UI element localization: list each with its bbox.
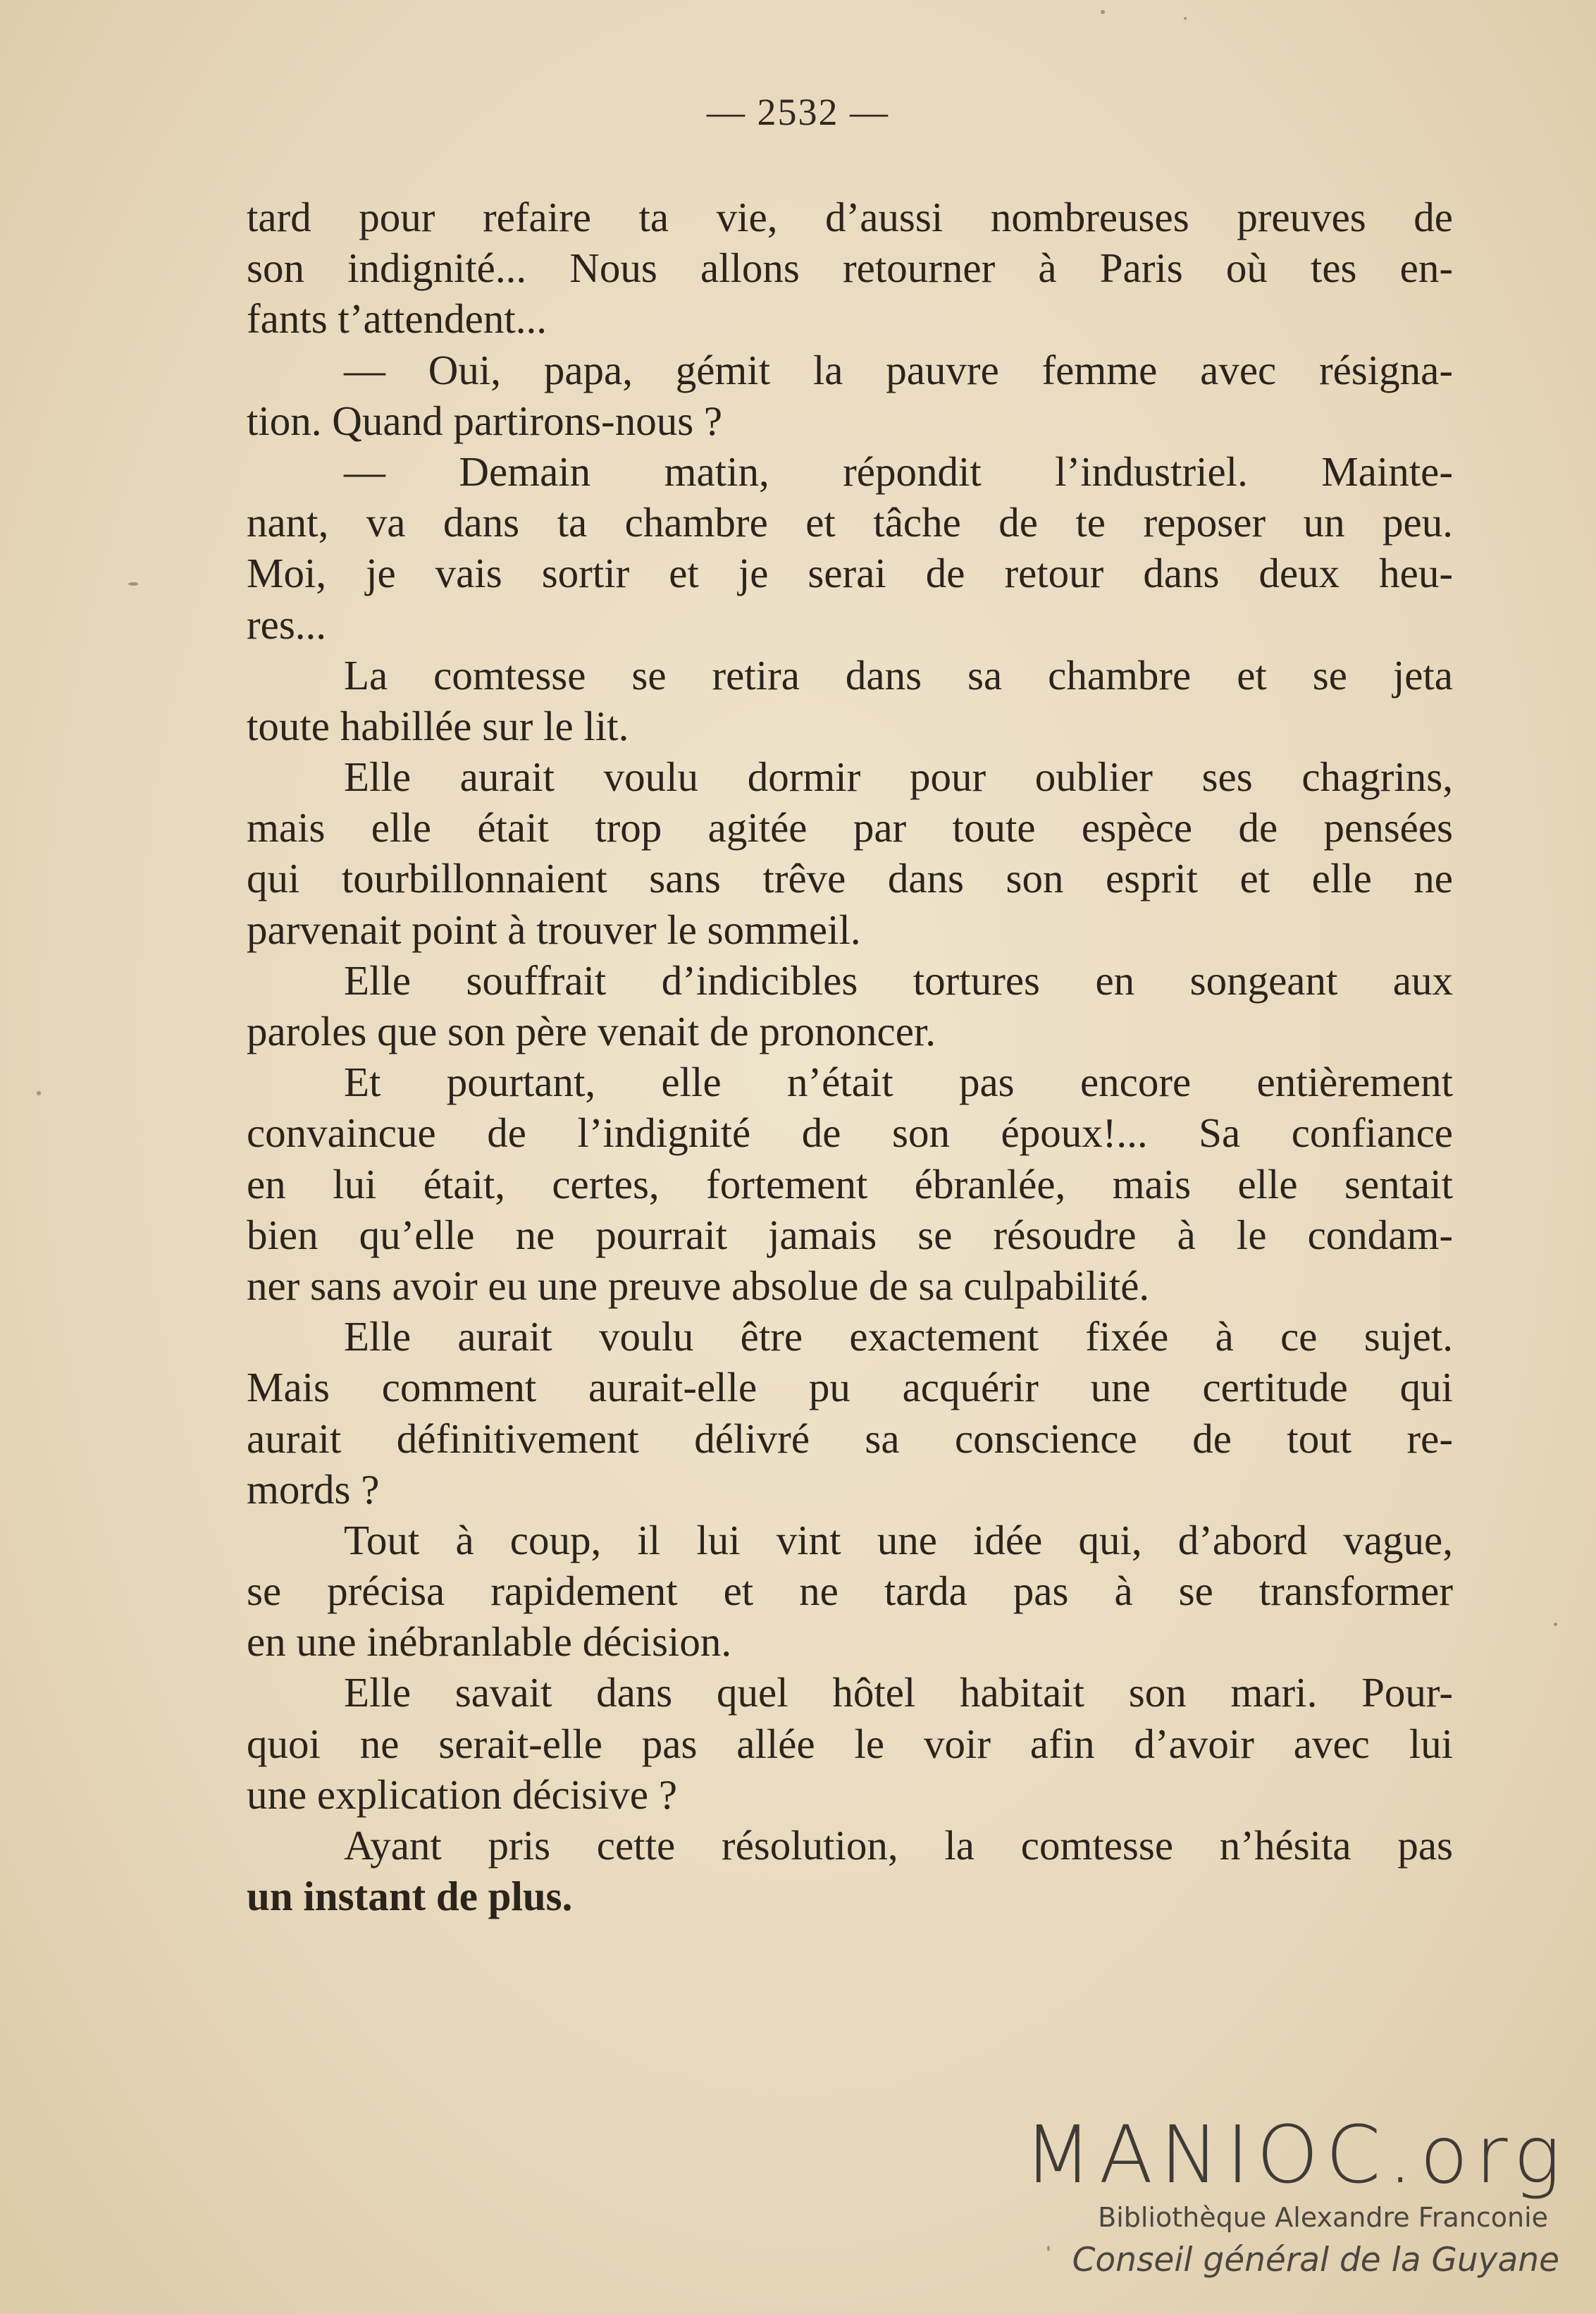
text-line: aurait définitivement délivré sa conscience de tout re-	[247, 1415, 1453, 1462]
text-line: qui tourbillonnaient sans trêve dans son esprit et elle ne	[247, 855, 1453, 902]
text-line: une explication décisive ?	[247, 1771, 678, 1818]
text-line: tion. Quand partirons-nous ?	[247, 397, 723, 444]
text-line: Elle savait dans quel hôtel habitait son mari. Pour-	[344, 1669, 1453, 1716]
text-line: en une inébranlable décision.	[247, 1618, 732, 1666]
text-line: fants t’attendent...	[247, 295, 547, 343]
page-number: — 2532 —	[707, 91, 889, 133]
text-line: Et pourtant, elle n’était pas encore entièrement	[344, 1059, 1453, 1106]
text-line: toute habillée sur le lit.	[247, 702, 629, 749]
text-line: en lui était, certes, fortement ébranlée, mais elle sentait	[247, 1160, 1453, 1207]
text-line: mais elle était trop agitée par toute espèce de pensées	[247, 804, 1453, 851]
paper-speck	[1554, 1623, 1557, 1626]
text-line: Tout à coup, il lui vint une idée qui, d’abord vague,	[344, 1516, 1453, 1563]
text-line: paroles que son père venait de prononcer.	[247, 1008, 936, 1054]
text-line: ner sans avoir eu une preuve absolue de sa culpabilité.	[247, 1262, 1150, 1309]
manioc-logo: MANIOC.org	[1024, 2110, 1568, 2201]
text-line: Mais comment aurait-elle pu acquérir une certitude qui	[247, 1364, 1453, 1411]
text-line: Elle souffrait d’indicibles tortures en songeant aux	[344, 956, 1453, 1004]
text-line: tard pour refaire ta vie, d’aussi nombreuses preuves de	[247, 194, 1453, 240]
text-line: res...	[247, 601, 327, 648]
text-line: Moi, je vais sortir et je serai de retour dans deux heu-	[247, 550, 1453, 597]
library-footer	[1024, 2110, 1568, 2284]
paper-speck	[1101, 10, 1105, 14]
text-line: se précisa rapidement et ne tarda pas à se transformer	[247, 1568, 1453, 1615]
text-line: quoi ne serait-elle pas allée le voir afin d’avoir avec lui	[247, 1720, 1453, 1767]
council-name: Conseil général de la Guyane	[1072, 2241, 1559, 2279]
text-line: — Oui, papa, gémit la pauvre femme avec résigna-	[344, 346, 1453, 393]
text-line: Elle aurait voulu être exactement fixée à ce sujet.	[344, 1313, 1453, 1360]
text-line: — Demain matin, répondit l’industriel. Mainte-	[344, 448, 1453, 495]
paper-speck	[37, 1091, 41, 1095]
paper-speck	[128, 582, 138, 586]
paper-speck	[1047, 2246, 1050, 2251]
text-line: Ayant pris cette résolution, la comtesse n’hésita pas	[344, 1822, 1453, 1869]
text-line: mords ?	[247, 1465, 380, 1513]
text-line: son indignité... Nous allons retourner à Paris où tes en-	[247, 245, 1453, 292]
text-line: un instant de plus.	[247, 1873, 573, 1920]
text-line: convaincue de l’indignité de son époux!... Sa confiance	[247, 1109, 1453, 1157]
library-name: Bibliothèque Alexandre Franconie	[1098, 2202, 1548, 2233]
text-line: nant, va dans ta chambre et tâche de te reposer un peu.	[247, 499, 1453, 546]
text-line: bien qu’elle ne pourrait jamais se résoudre à le condam-	[247, 1211, 1453, 1258]
paper-speck	[1184, 17, 1187, 20]
text-line: La comtesse se retira dans sa chambre et se jeta	[344, 651, 1453, 698]
text-line: parvenait point à trouver le sommeil.	[247, 906, 861, 953]
body-text	[247, 192, 1453, 1921]
text-line: Elle aurait voulu dormir pour oublier ses chagrins,	[344, 753, 1453, 801]
